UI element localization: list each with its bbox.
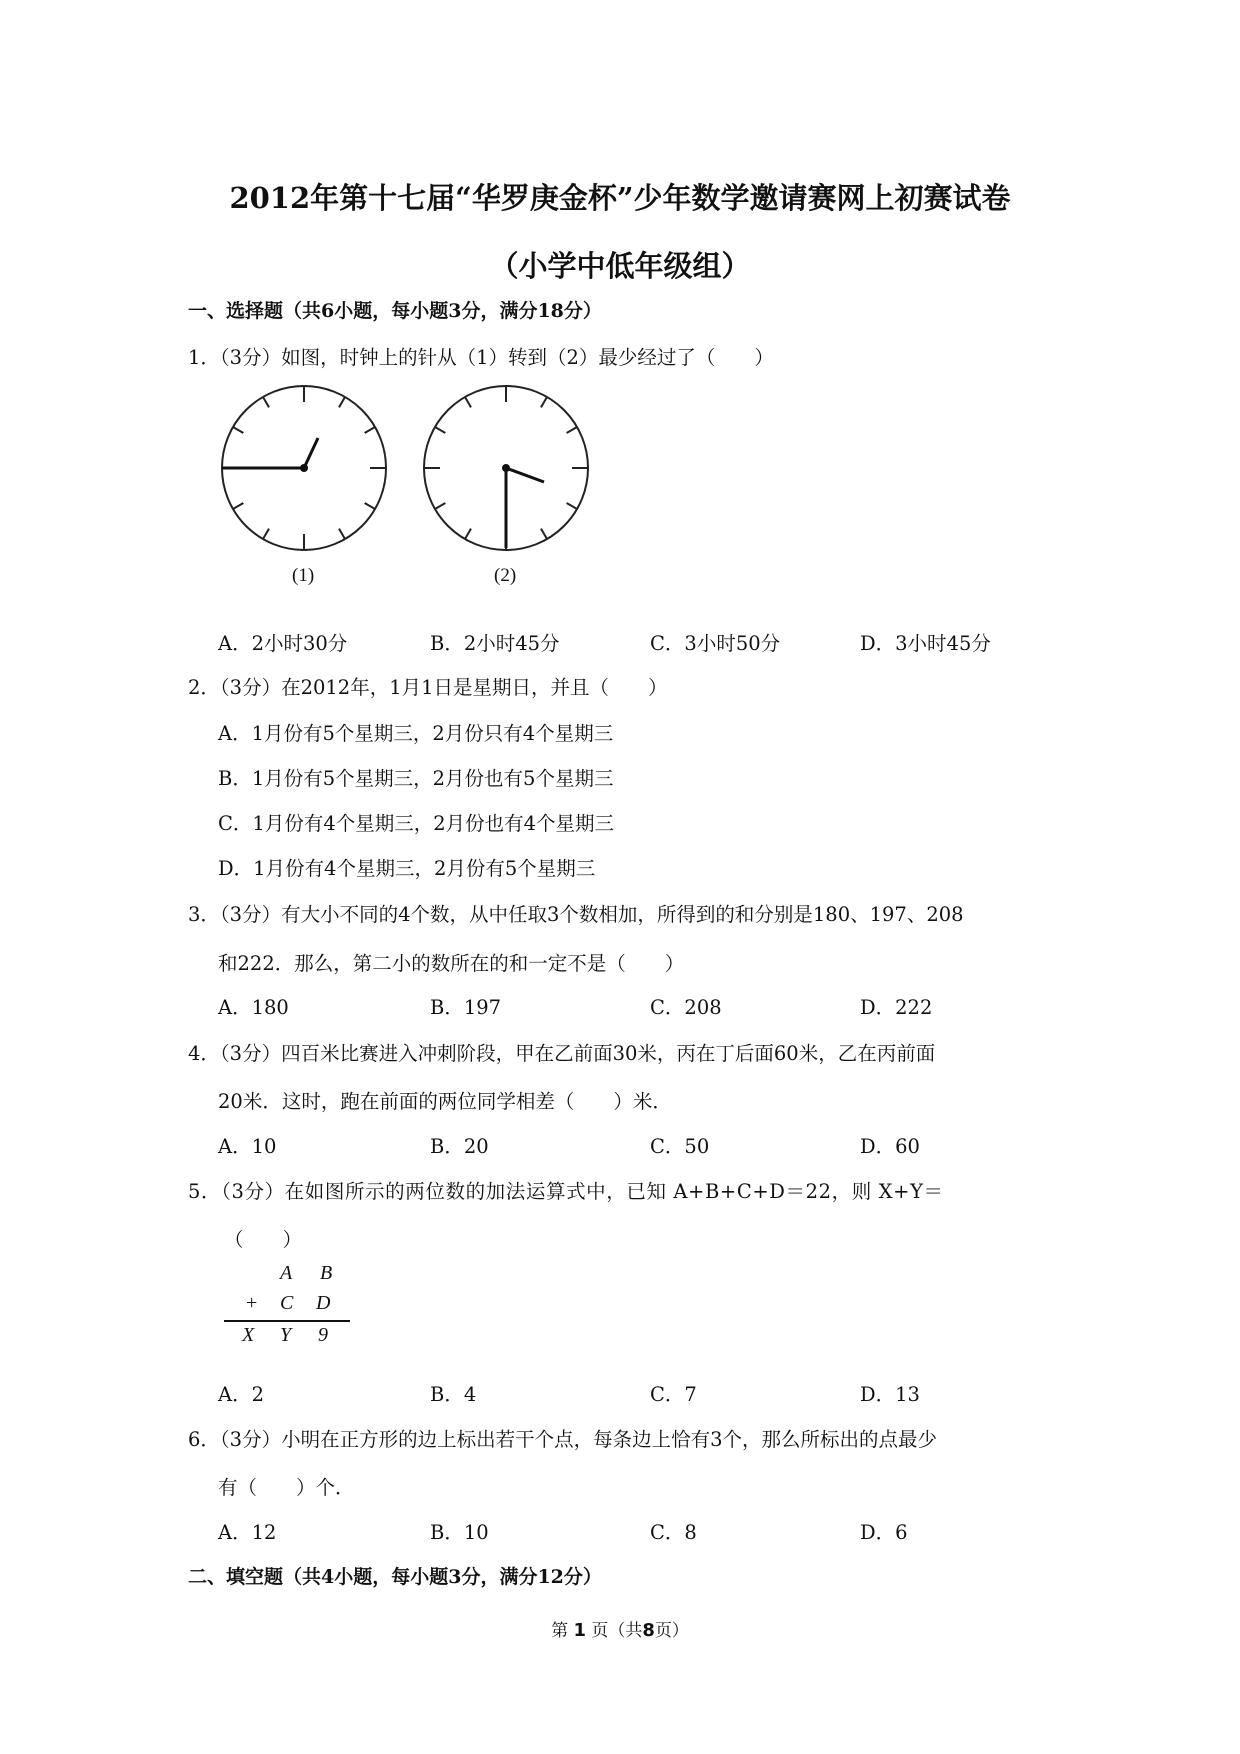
q3-option-c: C．208: [650, 996, 722, 1019]
q3-option-a: A．180: [218, 996, 289, 1019]
clock-tick: [541, 529, 547, 539]
q1-option-a: A．2小时30分: [218, 632, 348, 655]
q2-option-a: A．1月份有5个星期三，2月份只有4个星期三: [218, 722, 614, 745]
clock-tick: [365, 427, 375, 433]
plus-sign: +: [246, 1292, 258, 1314]
q6-option-d: D．6: [860, 1521, 908, 1544]
question-2-text: 2．（3分）在2012年，1月1日是星期日，并且（ ）: [188, 676, 668, 699]
clock-tick: [465, 529, 471, 539]
page-footer: [0, 1616, 1240, 1641]
q1-option-b: B．2小时45分: [430, 632, 560, 655]
clock-tick: [263, 529, 269, 539]
q5-option-a: A．2: [218, 1383, 264, 1406]
question-6-line1: 6．（3分）小明在正方形的边上标出若干个点，每条边上恰有3个，那么所标出的点最少: [188, 1428, 937, 1451]
q2-option-b: B．1月份有5个星期三，2月份也有5个星期三: [218, 767, 614, 790]
clock-tick: [435, 503, 445, 509]
question-5-line1: 5．（3分）在如图所示的两位数的加法运算式中，已知 A+B+C+D＝22，则 X+Y＝: [188, 1180, 944, 1203]
clock-tick: [541, 397, 547, 407]
question-3-line1: 3．（3分）有大小不同的4个数，从中任取3个数相加，所得到的和分别是180、197、208: [188, 903, 964, 926]
q4-option-b: B．20: [430, 1135, 489, 1158]
clock-tick: [435, 427, 445, 433]
hour-hand-2: [506, 468, 544, 482]
sum-line: [224, 1320, 350, 1322]
digit-a: A: [280, 1262, 293, 1284]
q6-option-a: A．12: [218, 1521, 277, 1544]
question-4-line2: 20米．这时，跑在前面的两位同学相差（ ）米．: [218, 1090, 672, 1113]
question-6-line2: 有（ ）个．: [218, 1476, 355, 1499]
question-1-text: 1．（3分）如图，时钟上的针从（1）转到（2）最少经过了（ ）: [188, 346, 774, 369]
clock-tick: [233, 427, 243, 433]
clock-1: [222, 386, 386, 550]
footer-page-number: 1: [573, 1620, 586, 1641]
clock-tick: [233, 503, 243, 509]
q3-option-d: D．222: [860, 996, 933, 1019]
question-5-line2: （ ）: [224, 1228, 303, 1251]
footer-prefix: 第: [551, 1621, 569, 1641]
digit-d: D: [316, 1292, 331, 1314]
digit-9: 9: [318, 1324, 328, 1346]
q1-option-c: C．3小时50分: [650, 632, 781, 655]
section-heading-fill: 二、填空题（共4小题，每小题3分，满分12分）: [188, 1566, 602, 1588]
footer-middle: 页（共: [591, 1621, 643, 1641]
clock-figure: [216, 382, 596, 582]
digit-y: Y: [280, 1324, 292, 1346]
q4-option-c: C．50: [650, 1135, 710, 1158]
q4-option-d: D．60: [860, 1135, 920, 1158]
q6-option-c: C．8: [650, 1521, 697, 1544]
question-4-line1: 4．（3分）四百米比赛进入冲刺阶段，甲在乙前面30米，丙在丁后面60米，乙在丙前面: [188, 1042, 936, 1065]
q2-option-d: D．1月份有4个星期三，2月份有5个星期三: [218, 857, 596, 880]
clock-tick: [339, 529, 345, 539]
q2-option-c: C．1月份有4个星期三，2月份也有4个星期三: [218, 812, 615, 835]
footer-total-pages: 8: [642, 1620, 655, 1641]
clock-tick: [465, 397, 471, 407]
q3-option-b: B．197: [430, 996, 502, 1019]
clock-tick: [567, 427, 577, 433]
clock-label-1: (1): [292, 565, 315, 586]
q5-option-c: C．7: [650, 1383, 697, 1406]
q6-option-b: B．10: [430, 1521, 489, 1544]
q5-option-b: B．4: [430, 1383, 477, 1406]
q5-option-d: D．13: [860, 1383, 920, 1406]
clock-tick: [567, 503, 577, 509]
q1-option-d: D．3小时45分: [860, 632, 991, 655]
page-title: 2012年第十七届“华罗庚金杯”少年数学邀请赛网上初赛试卷: [229, 181, 1011, 215]
hour-hand-1: [304, 438, 318, 468]
question-3-line2: 和222．那么，第二小的数所在的和一定不是（ ）: [218, 952, 685, 975]
digit-c: C: [280, 1292, 294, 1314]
clock-label-2: (2): [494, 565, 517, 586]
section-heading-choice: 一、选择题（共6小题，每小题3分，满分18分）: [188, 300, 602, 322]
page-subtitle: （小学中低年级组）: [489, 249, 751, 283]
digit-b: B: [320, 1262, 333, 1284]
addition-figure: [218, 1262, 354, 1352]
footer-suffix: 页）: [654, 1621, 689, 1641]
digit-x: X: [242, 1324, 255, 1346]
clock-tick: [339, 397, 345, 407]
clock-tick: [263, 397, 269, 407]
clock-2: [424, 386, 588, 550]
clock-tick: [365, 503, 375, 509]
q4-option-a: A．10: [218, 1135, 277, 1158]
